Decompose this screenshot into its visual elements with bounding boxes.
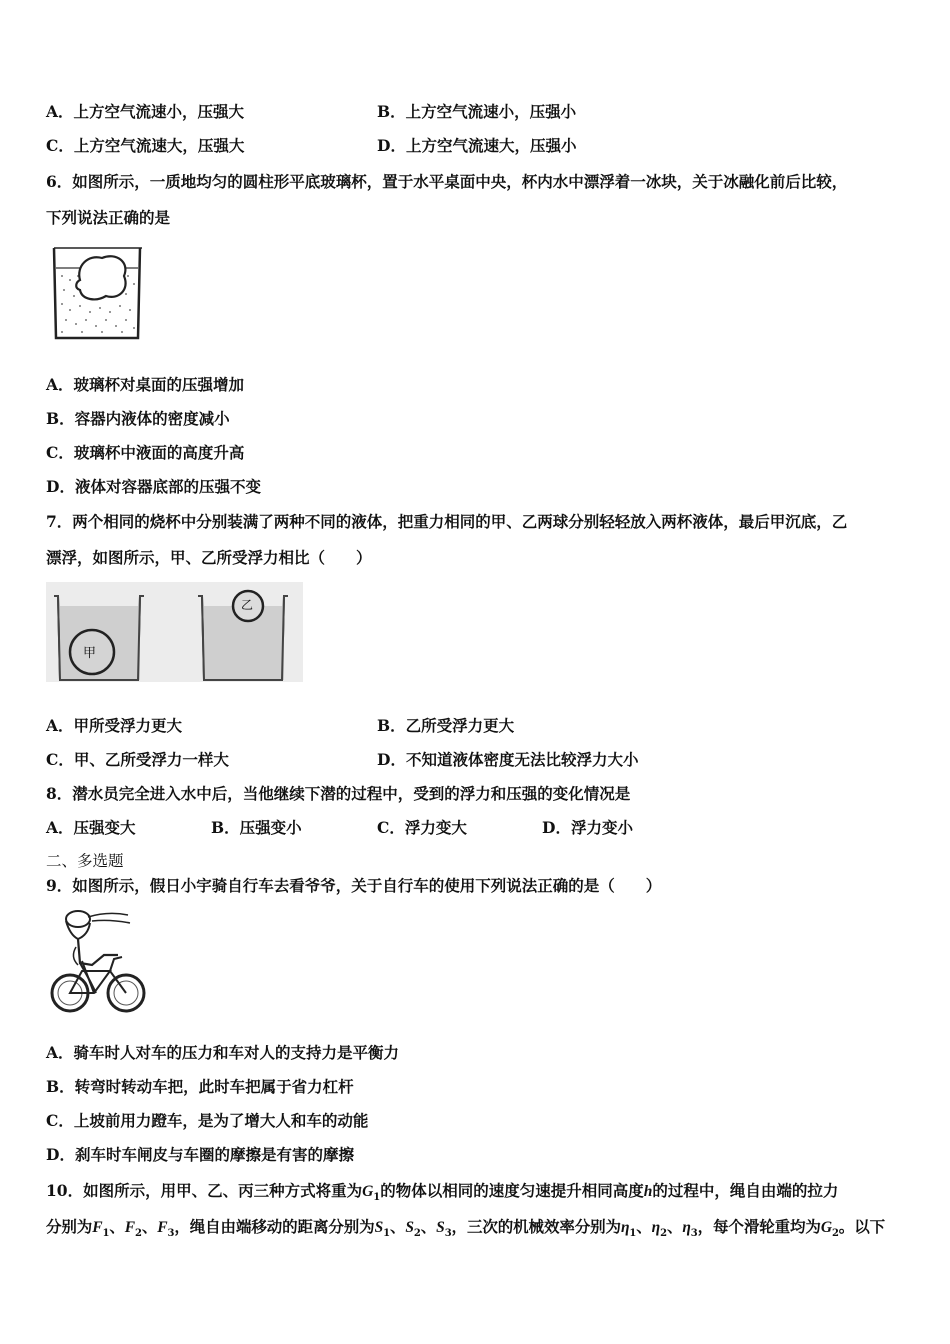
q7-option-b: B．乙所受浮力更大 — [377, 716, 515, 735]
var-s: S — [436, 1219, 445, 1236]
var-g: G — [362, 1183, 374, 1200]
q6-option-b: B．容器内液体的密度减小 — [46, 409, 230, 428]
sub-3: 3 — [167, 1228, 175, 1240]
q10-text: 10．如图所示，用甲、乙、丙三种方式将重为 — [46, 1181, 363, 1200]
q9-option-b: B．转弯时转动车把，此时车把属于省力杠杆 — [46, 1077, 354, 1096]
q10-text: 分别为 — [46, 1217, 93, 1236]
sep: 、 — [666, 1217, 683, 1236]
q10-text: 。以下 — [838, 1217, 885, 1236]
q10-text: 三次的机械效率分别为 — [466, 1217, 621, 1236]
q10-text: 的物体以相同的速度匀速提升相同高度 — [380, 1181, 644, 1200]
q5-option-d: D．上方空气流速大，压强小 — [377, 136, 577, 155]
comma: ， — [451, 1217, 467, 1236]
section-heading-multi-choice: 二、多选题 — [46, 852, 124, 870]
q10-text: 的过程中，绳自由端的拉力 — [652, 1181, 839, 1200]
sub-2: 2 — [134, 1228, 142, 1240]
var-g: G — [820, 1219, 832, 1236]
q8-option-c: C．浮力变大 — [377, 818, 467, 837]
q7-option-a: A．甲所受浮力更大 — [46, 716, 183, 735]
q6-stem-line1: 6．如图所示，一质地均匀的圆柱形平底玻璃杯，置于水平桌面中央，杯内水中漂浮着一冰块，关于冰融化前后比较， — [46, 172, 848, 191]
comma: ， — [174, 1217, 190, 1236]
ball-yi-label: 乙 — [241, 598, 254, 612]
sub-2: 2 — [831, 1228, 839, 1240]
sep: 、 — [420, 1217, 437, 1236]
sub-2: 2 — [413, 1228, 421, 1240]
q5-option-b: B．上方空气流速小，压强小 — [377, 102, 577, 121]
q6-stem-line2: 下列说法正确的是 — [46, 208, 171, 227]
q10-stem-line2 — [46, 1217, 885, 1244]
q7-stem-line2: 漂浮，如图所示，甲、乙所受浮力相比（ ） — [46, 548, 372, 567]
var-f: F — [124, 1219, 135, 1236]
q6-option-d: D．液体对容器底部的压强不变 — [46, 477, 261, 496]
q5-option-c: C．上方空气流速大，压强大 — [46, 136, 245, 155]
sep: 、 — [109, 1217, 125, 1236]
q6-option-c: C．玻璃杯中液面的高度升高 — [46, 443, 245, 462]
q8-option-a: A．压强变大 — [46, 818, 136, 837]
q9-option-a: A．骑车时人对车的压力和车对人的支持力是平衡力 — [46, 1043, 400, 1062]
var-s: S — [405, 1219, 414, 1236]
q10-stem-line1 — [46, 1181, 838, 1208]
q10-text: 每个滑轮重均为 — [713, 1217, 821, 1236]
sub-3: 3 — [690, 1228, 698, 1240]
sep: 、 — [141, 1217, 158, 1236]
comma: ， — [697, 1217, 714, 1236]
q9-stem: 9．如图所示，假日小宇骑自行车去看爷爷，关于自行车的使用下列说法正确的是（ ） — [46, 876, 662, 895]
var-h: h — [643, 1183, 653, 1200]
q9-bicycle-figure — [48, 905, 148, 1017]
ice-block-shape — [76, 256, 125, 299]
sub-1: 1 — [383, 1228, 390, 1240]
sep: 、 — [389, 1217, 406, 1236]
sub-1: 1 — [629, 1228, 637, 1240]
q9-option-c: C．上坡前用力蹬车，是为了增大人和车的动能 — [46, 1111, 369, 1130]
ball-jia-label: 甲 — [83, 646, 97, 661]
q9-option-d: D．刹车时车闸皮与车圈的摩擦是有害的摩擦 — [46, 1145, 354, 1164]
var-eta: η — [651, 1219, 661, 1236]
q6-glass-figure — [50, 240, 146, 344]
sub-1: 1 — [102, 1228, 110, 1240]
q8-option-b: B．压强变小 — [211, 818, 302, 837]
var-f: F — [92, 1219, 103, 1236]
var-s: S — [374, 1219, 384, 1236]
sep: 、 — [636, 1217, 652, 1236]
sub-2: 2 — [660, 1228, 667, 1240]
q8-option-d: D．浮力变小 — [542, 818, 633, 837]
q7-option-d: D．不知道液体密度无法比较浮力大小 — [377, 750, 639, 769]
q5-option-a: A．上方空气流速小，压强大 — [46, 102, 245, 121]
sub-3: 3 — [444, 1228, 452, 1240]
sub-1: 1 — [373, 1192, 381, 1204]
q7-beakers-figure — [46, 582, 303, 682]
q7-stem-line1: 7．两个相同的烧杯中分别装满了两种不同的液体，把重力相同的甲、乙两球分别轻轻放入两杯液体，最后甲沉底，乙 — [46, 512, 848, 531]
q6-option-a: A．玻璃杯对桌面的压强增加 — [46, 375, 245, 394]
var-eta: η — [620, 1219, 630, 1236]
var-eta: η — [682, 1219, 691, 1236]
var-f: F — [157, 1219, 168, 1236]
q10-text: 绳自由端移动的距离分别为 — [189, 1217, 375, 1236]
q8-stem: 8．潜水员完全进入水中后，当他继续下潜的过程中，受到的浮力和压强的变化情况是 — [46, 784, 631, 803]
q7-option-c: C．甲、乙所受浮力一样大 — [46, 750, 229, 769]
